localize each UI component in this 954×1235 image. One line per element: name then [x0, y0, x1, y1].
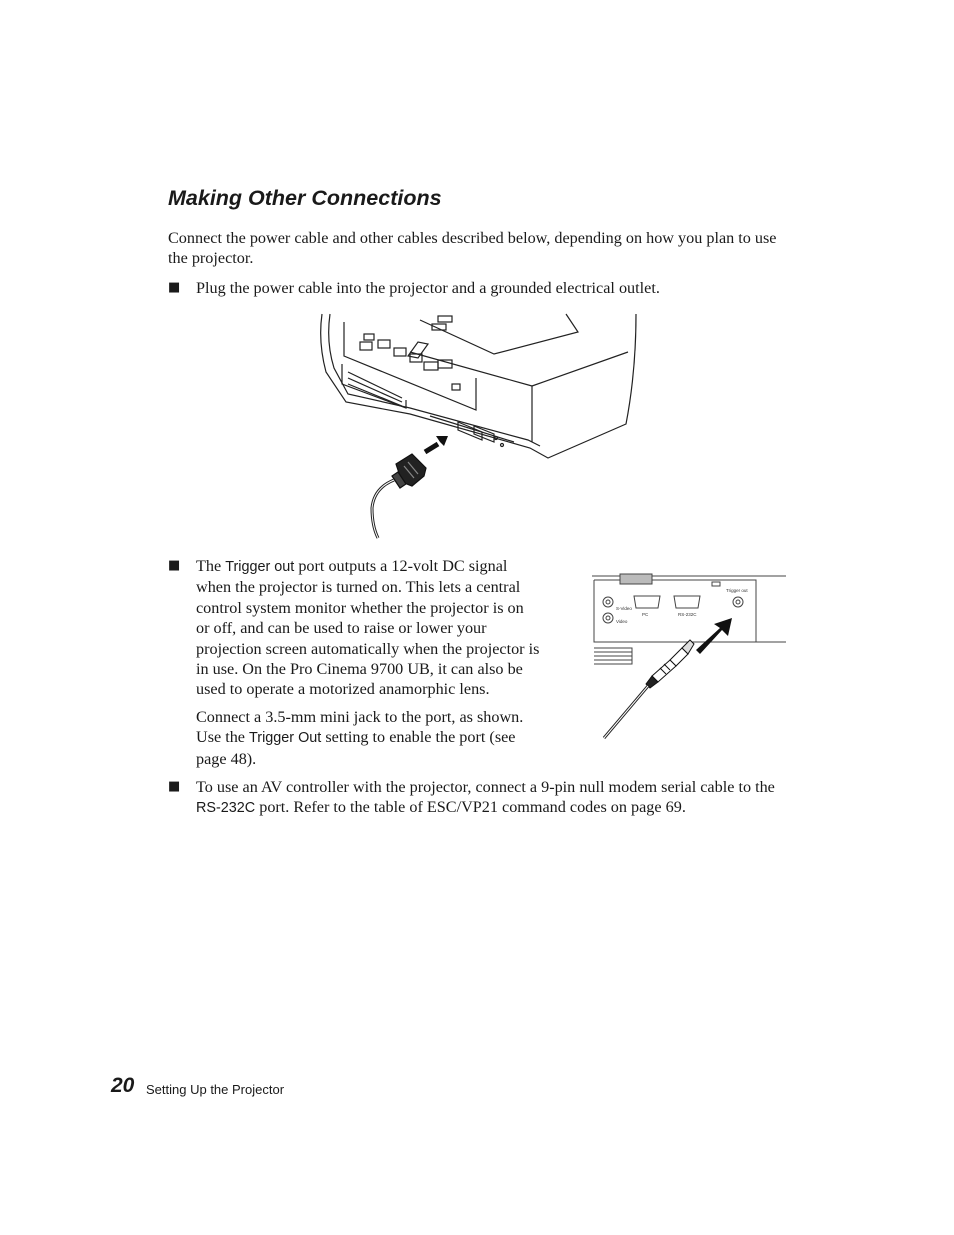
bullet-trigger-subtext: Connect a 3.5-mm mini jack to the port, as shown. Use the Trigger Out setting to enable the port (see page 48). — [196, 708, 524, 768]
trigger-out-port-label: Trigger out — [225, 559, 295, 575]
page-number: 20 — [111, 1074, 135, 1097]
section-title: Making Other Connections — [168, 186, 442, 210]
bullet-power-text: Plug the power cable into the projector and a grounded electrical outlet. — [196, 279, 660, 297]
trigger-out-figure — [590, 572, 790, 744]
rs232c-port-text: RS-232C — [196, 800, 256, 817]
bullet-trigger-text: The Trigger out port outputs a 12-volt DC signal when the projector is turned on. This lets a central control system monitor whether the projector is on or off, and can be used to raise or lower your projection screen automatically when the projector is in use. On the Pro Cinema 9700 UB, it can also be used to operate a motorized anamorphic lens. — [196, 557, 540, 699]
bullet-rs232-text: To use an AV controller with the projector, connect a 9-pin null modem serial cable to the RS-232C port. Refer to the table of ESC/VP21 command codes on page 69. — [196, 778, 775, 817]
bullet-marker: ■ — [168, 558, 181, 573]
projector-power-figure — [318, 312, 638, 540]
footer-section-title: Setting Up the Projector — [146, 1082, 285, 1097]
trigger-port-label: Trigger out — [726, 588, 748, 593]
trigger-out-setting-label: Trigger Out — [249, 730, 322, 747]
rs232c-port-label: RS-232C — [678, 612, 697, 617]
svideo-port-label: S-Video — [616, 606, 632, 611]
video-port-label: Video — [616, 619, 628, 624]
pc-port-label: PC — [642, 612, 649, 617]
intro-paragraph: Connect the power cable and other cables described below, depending on how you plan to use the projector. — [168, 229, 777, 268]
bullet-marker: ■ — [168, 779, 181, 794]
bullet-marker: ■ — [168, 280, 181, 295]
